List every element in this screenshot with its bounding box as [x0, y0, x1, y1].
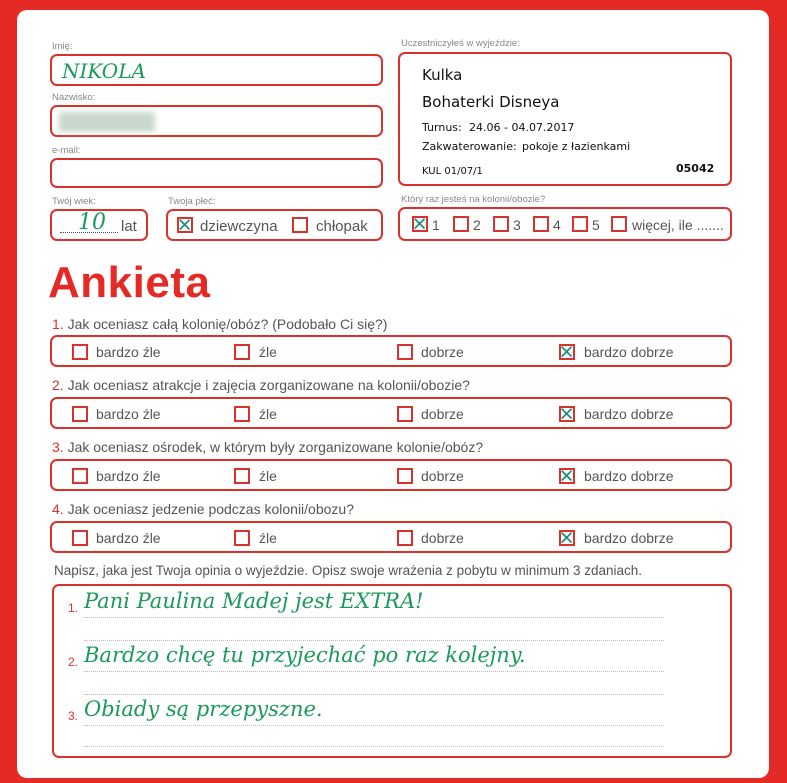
question-2-text: Jak oceniasz atrakcje i zajęcia zorganizowane na kolonii/obozie?: [67, 377, 470, 393]
trip-card: [398, 52, 732, 186]
accom-label: Zakwaterowanie:: [422, 140, 517, 153]
question-4-text: Jak oceniasz jedzenie podczas kolonii/obozu?: [67, 501, 354, 517]
q3-label-good: dobrze: [421, 468, 464, 484]
q3-option-bad[interactable]: [234, 468, 250, 484]
times-checkbox-1[interactable]: [412, 216, 428, 232]
q1-option-very-good[interactable]: [559, 344, 575, 360]
q4-label-very-bad: bardzo źle: [96, 530, 161, 546]
times-checkbox-2[interactable]: [453, 216, 469, 232]
q1-label-very-good: bardzo dobrze: [584, 344, 674, 360]
email-label: e-mail:: [52, 145, 81, 156]
times-option-2: 2: [473, 217, 481, 233]
q3-option-good[interactable]: [397, 468, 413, 484]
q4-option-good[interactable]: [397, 530, 413, 546]
opinion-line-2b: [84, 694, 664, 695]
opinion-1-text: Pani Paulina Madej jest EXTRA!: [84, 589, 424, 613]
q1-option-bad[interactable]: [234, 344, 250, 360]
turnus-label: Turnus:: [422, 121, 462, 134]
times-option-more: więcej, ile .......: [632, 217, 724, 233]
question-1-text: Jak oceniasz całą kolonię/obóz? (Podobało Ci się?): [67, 316, 388, 332]
checkbox-boy[interactable]: [292, 217, 308, 233]
question-2-number: 2.: [52, 377, 64, 393]
q2-option-very-bad[interactable]: [72, 406, 88, 422]
survey-title: Ankieta: [48, 258, 211, 307]
question-3: [52, 439, 483, 455]
trip-line1: Kulka: [422, 66, 463, 84]
times-option-5: 5: [592, 217, 600, 233]
checkbox-girl[interactable]: [177, 217, 193, 233]
times-checkbox-more[interactable]: [611, 216, 627, 232]
q1-label-good: dobrze: [421, 344, 464, 360]
surname-label: Nazwisko:: [52, 92, 96, 103]
opinion-3-text: Obiady są przepyszne.: [84, 697, 323, 721]
times-label: Który raz jesteś na kolonii/obozie?: [401, 194, 546, 205]
gender-option-girl: dziewczyna: [200, 218, 278, 235]
accom-value: pokoje z łazienkami: [522, 140, 631, 153]
q4-label-good: dobrze: [421, 530, 464, 546]
q3-option-very-bad[interactable]: [72, 468, 88, 484]
times-checkbox-4[interactable]: [533, 216, 549, 232]
turnus-value: 24.06 - 04.07.2017: [469, 121, 575, 134]
question-1: [52, 316, 387, 332]
q2-label-very-bad: bardzo źle: [96, 406, 161, 422]
times-field: [398, 207, 732, 241]
trip-label: Uczestniczyłeś w wyjeździe:: [401, 38, 520, 49]
q1-label-bad: źle: [259, 344, 277, 360]
q1-option-very-bad[interactable]: [72, 344, 88, 360]
gender-option-boy: chłopak: [316, 218, 368, 235]
q3-label-very-good: bardzo dobrze: [584, 468, 674, 484]
question-3-text: Jak oceniasz ośrodek, w którym były zorganizowane kolonie/obóz?: [67, 439, 484, 455]
question-2: [52, 377, 470, 393]
question-3-number: 3.: [52, 439, 64, 455]
q1-option-good[interactable]: [397, 344, 413, 360]
q2-option-good[interactable]: [397, 406, 413, 422]
trip-line2: Bohaterki Disneya: [422, 93, 560, 111]
age-field[interactable]: [50, 209, 148, 241]
surname-field[interactable]: [50, 105, 383, 137]
times-option-4: 4: [553, 217, 561, 233]
question-4-number: 4.: [52, 501, 64, 517]
checkmark-x-icon: [179, 219, 191, 231]
opinion-prompt: Napisz, jaka jest Twoja opinia o wyjeździe. Opisz swoje wrażenia z pobytu w minimum 3 zdaniach.: [54, 563, 643, 578]
q4-option-bad[interactable]: [234, 530, 250, 546]
name-field[interactable]: [50, 54, 383, 86]
age-label: Twój wiek:: [52, 196, 96, 207]
question-4: [52, 501, 354, 517]
opinion-2-number: 2.: [68, 655, 79, 669]
checkmark-x-icon: [561, 532, 573, 544]
question-1-answers: [50, 335, 732, 367]
question-2-answers: [50, 397, 732, 429]
times-option-3: 3: [513, 217, 521, 233]
q2-option-very-good[interactable]: [559, 406, 575, 422]
checkmark-x-icon: [561, 470, 573, 482]
opinion-1-number: 1.: [68, 601, 79, 615]
q3-option-very-good[interactable]: [559, 468, 575, 484]
q4-option-very-bad[interactable]: [72, 530, 88, 546]
opinion-line-1: [84, 617, 664, 618]
q1-label-very-bad: bardzo źle: [96, 344, 161, 360]
gender-label: Twoja płeć:: [168, 196, 216, 207]
opinion-2-text: Bardzo chcę tu przyjechać po raz kolejny.: [84, 643, 526, 667]
opinion-line-1b: [84, 640, 664, 641]
opinion-line-2: [84, 671, 664, 672]
age-unit: lat: [121, 218, 137, 235]
q2-label-very-good: bardzo dobrze: [584, 406, 674, 422]
times-checkbox-3[interactable]: [493, 216, 509, 232]
email-field[interactable]: [50, 158, 383, 188]
opinion-box[interactable]: [52, 584, 732, 758]
checkmark-x-icon: [414, 218, 426, 230]
name-value: NIKOLA: [62, 59, 146, 83]
checkmark-x-icon: [561, 408, 573, 420]
age-value: 10: [78, 210, 106, 235]
q4-label-very-good: bardzo dobrze: [584, 530, 674, 546]
trip-code: KUL 01/07/1: [422, 166, 483, 177]
q2-label-good: dobrze: [421, 406, 464, 422]
q3-label-very-bad: bardzo źle: [96, 468, 161, 484]
opinion-line-3b: [84, 746, 664, 747]
question-3-answers: [50, 459, 732, 491]
checkmark-x-icon: [561, 346, 573, 358]
times-option-1: 1: [432, 217, 440, 233]
q2-label-bad: źle: [259, 406, 277, 422]
q4-label-bad: źle: [259, 530, 277, 546]
question-4-answers: [50, 521, 732, 553]
opinion-line-3: [84, 725, 664, 726]
redacted-surname: [59, 112, 155, 132]
times-checkbox-5[interactable]: [572, 216, 588, 232]
q3-label-bad: źle: [259, 468, 277, 484]
q4-option-very-good[interactable]: [559, 530, 575, 546]
opinion-3-number: 3.: [68, 709, 79, 723]
question-1-number: 1.: [52, 316, 64, 332]
gender-field: [166, 209, 383, 241]
q2-option-bad[interactable]: [234, 406, 250, 422]
trip-number: 05042: [676, 162, 715, 175]
name-label: Imię:: [52, 41, 73, 52]
